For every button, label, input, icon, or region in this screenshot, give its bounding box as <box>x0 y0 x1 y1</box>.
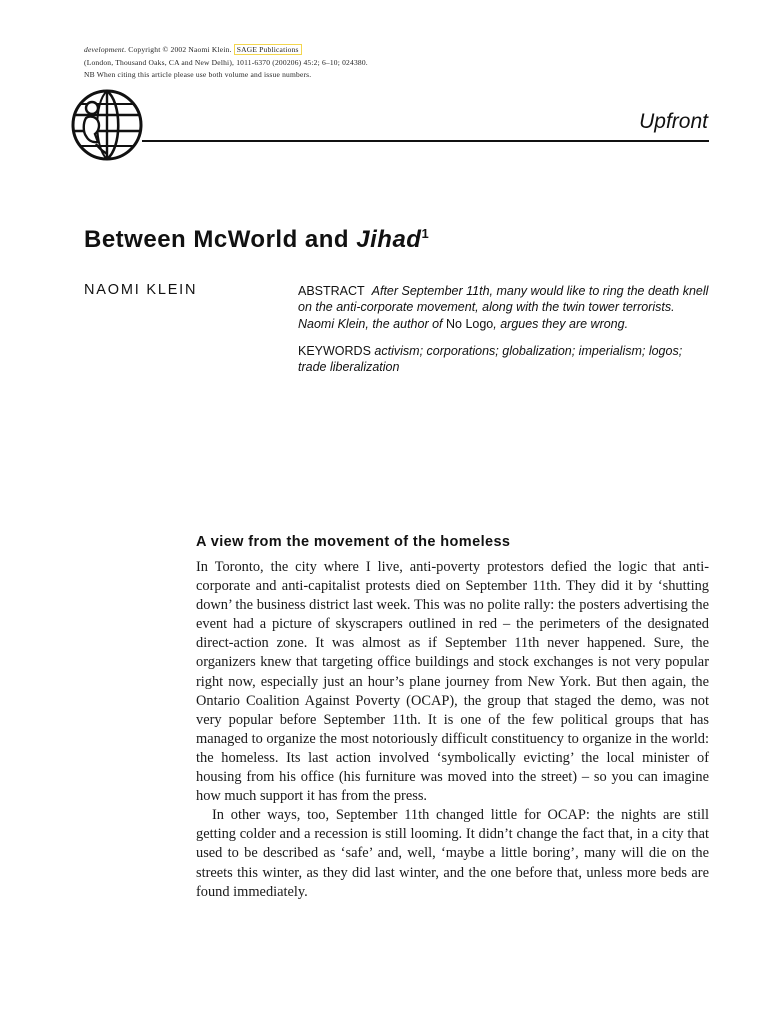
citation-line-3: NB When citing this article please use both volume and issue numbers. <box>84 70 312 79</box>
section-label: Upfront <box>639 110 708 133</box>
abstract-text-1: After September 11th, many would like to ring the death knell on the anti-corporate movement, along with the twin tower terrorists. Naomi Klein, the author of <box>298 284 709 331</box>
citation-header <box>84 44 684 82</box>
section-heading: A view from the movement of the homeless <box>196 534 511 551</box>
abstract-label: ABSTRACT <box>298 284 365 298</box>
title-main: Between McWorld and <box>84 226 357 254</box>
globe-face-icon <box>70 88 144 162</box>
article-title <box>84 226 429 254</box>
author-name: NAOMI KLEIN <box>84 282 198 298</box>
title-footnote-marker[interactable]: 1 <box>421 226 430 242</box>
body-paragraph-1: In Toronto, the city where I live, anti-poverty protestors defied the logic that anti-corporate and anti-capitalist protests died on September 11th. They did it by ‘shutting down’ the business district last week. This was no polite rally: the posters advertising the event had a picture of skyscrapers outlined in red – the perimeters of the designated direct-action zone. It was almost as if September 11th never happened. Sure, the organizers knew that targeting office buildings and stock exchanges is not very popular right now, especially just an hour’s plane journey from New York. But then again, the Ontario Coalition Against Poverty (OCAP), the group that staged the demo, was not very popular before September 11th. It is one of the few political groups that has managed to organize the most notoriously difficult constituency to organize in the world: the homeless. Its last action involved ‘symbolically evicting’ the local minister of housing from his office (his furniture was moved into the street) – so you can imagine how much support it has from the press. <box>196 559 709 805</box>
abstract-block <box>298 283 710 386</box>
header-rule <box>142 140 709 142</box>
citation-line-2: (London, Thousand Oaks, CA and New Delhi), 1011-6370 (200206) 45:2; 6–10; 024380. <box>84 57 368 67</box>
body-paragraph-2: In other ways, too, September 11th changed little for OCAP: the nights are still getting colder and a recession is still looming. It didn’t change the fact that, in a city that used to be described as ‘safe’ and, well, ‘maybe a little boring’, many will die on the streets this winter, as they did last winter, and the one before that, unless more beds are found immediately. <box>196 807 709 900</box>
abstract-text-2: , argues they are wrong. <box>493 316 629 331</box>
copyright-text: . Copyright © 2002 Naomi Klein. <box>124 45 232 54</box>
keywords-list: activism; corporations; globalization; imperialism; logos; trade liberalization <box>298 343 683 375</box>
abstract-paragraph <box>298 283 710 332</box>
abstract-book-title: No Logo <box>446 316 494 331</box>
keywords-label: KEYWORDS <box>298 343 371 358</box>
title-italic: Jihad <box>356 226 422 254</box>
journal-name: development <box>84 45 125 54</box>
article-body <box>196 558 709 902</box>
citation-line-1 <box>84 44 684 57</box>
keywords-paragraph <box>298 343 710 376</box>
publisher-link[interactable]: SAGE Publications <box>234 44 302 55</box>
